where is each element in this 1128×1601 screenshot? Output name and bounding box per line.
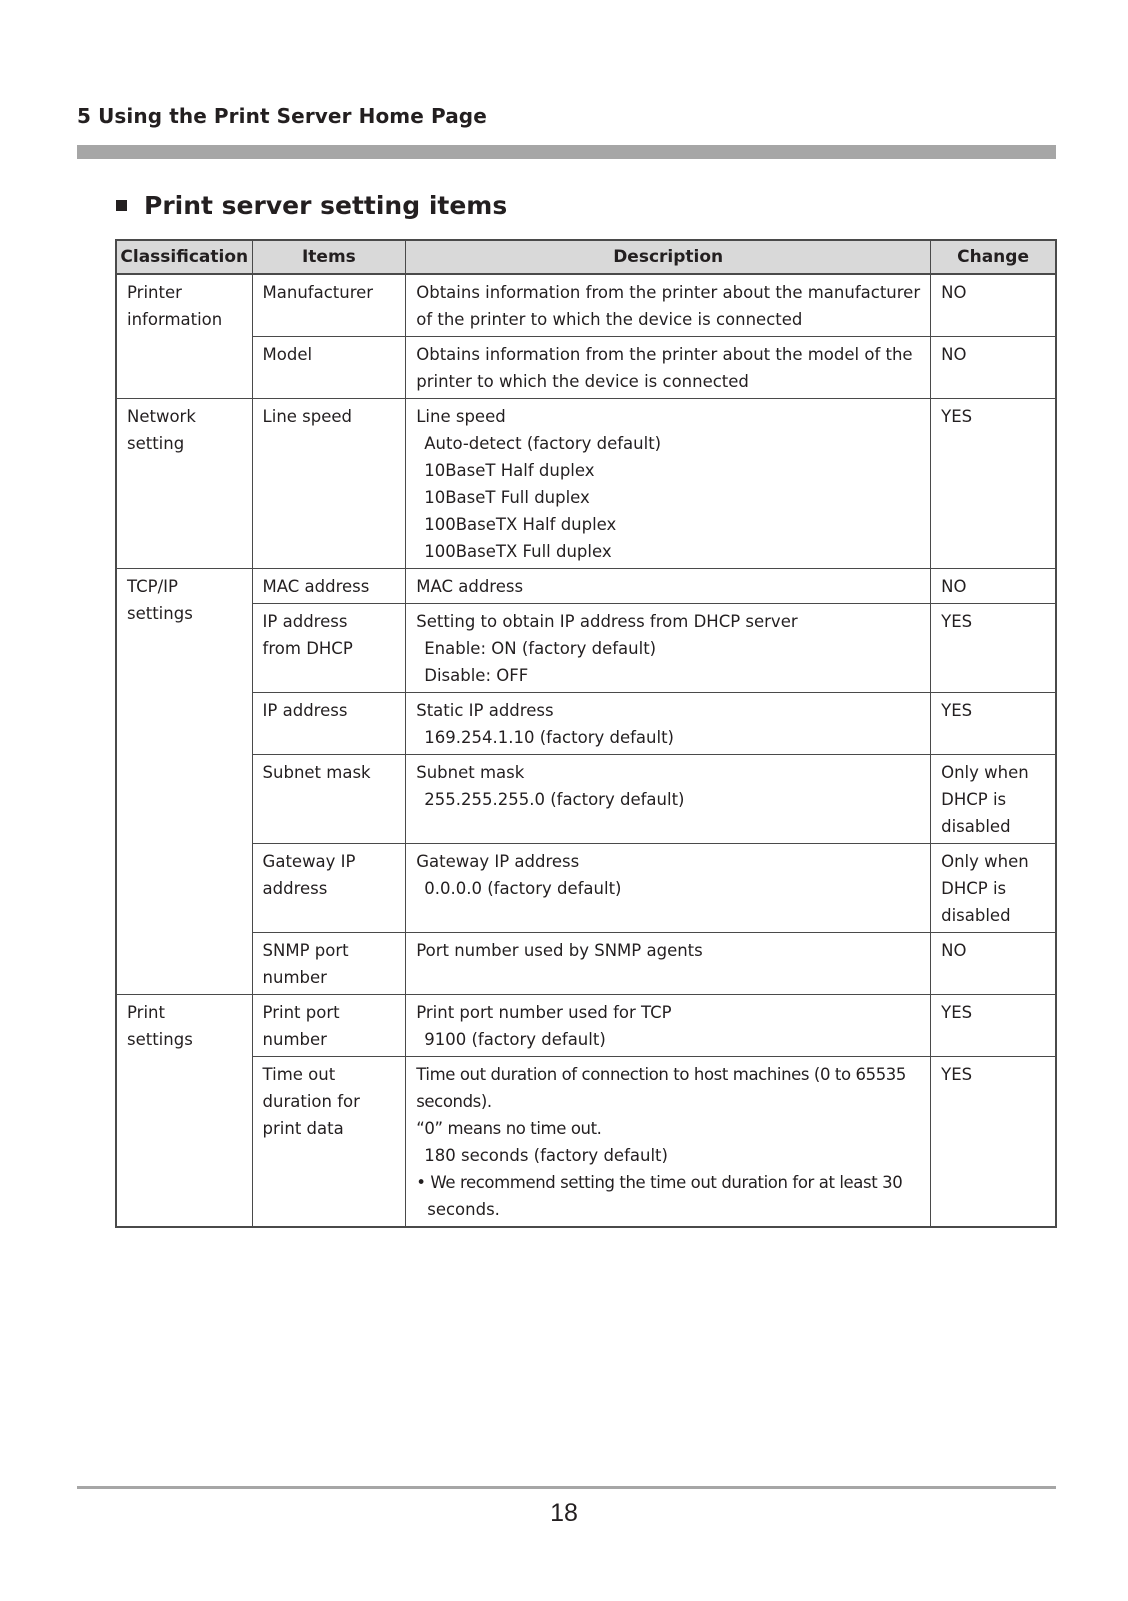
table-row [116,399,1056,569]
item-cell: Time out duration for print data [252,1057,406,1228]
description-cell: Time out duration of connection to host machines (0 to 65535 seconds). “0” means no time out. 180 seconds (factory default) • We recommend setting the time out duration for at least 30 seconds. [406,1057,931,1228]
item-cell: Subnet mask [252,755,406,844]
settings-table [115,239,1057,1228]
classification-cell: TCP/IP settings [116,569,252,995]
change-cell: YES [931,995,1056,1057]
table-header-row [116,240,1056,274]
description-cell: Static IP address 169.254.1.10 (factory default) [406,693,931,755]
item-cell: Line speed [252,399,406,569]
table-row [116,569,1056,604]
table-row [116,604,1056,693]
table-row [116,1057,1056,1228]
item-cell: Model [252,337,406,399]
change-cell: Only when DHCP is disabled [931,844,1056,933]
recommendation-note: • We recommend setting the time out duration for at least 30 [416,1173,903,1192]
column-header-items: Items [252,240,406,274]
description-cell: Obtains information from the printer about the manufacturer of the printer to which the device is connected [406,274,931,337]
column-header-classification: Classification [116,240,252,274]
change-cell: YES [931,693,1056,755]
description-cell: Port number used by SNMP agents [406,933,931,995]
item-cell: Print port number [252,995,406,1057]
chapter-rule [77,145,1056,159]
change-cell: NO [931,274,1056,337]
item-cell: SNMP port number [252,933,406,995]
classification-cell: Printer information [116,274,252,399]
change-cell: NO [931,933,1056,995]
section-heading [116,191,507,220]
description-cell: Line speed Auto-detect (factory default) 10BaseT Half duplex 10BaseT Full duplex 100BaseTX Half duplex 100BaseTX Full duplex [406,399,931,569]
description-cell: Print port number used for TCP 9100 (factory default) [406,995,931,1057]
chapter-title: 5 Using the Print Server Home Page [77,104,487,128]
item-cell: Gateway IP address [252,844,406,933]
change-cell: Only when DHCP is disabled [931,755,1056,844]
table-row [116,933,1056,995]
change-cell: NO [931,569,1056,604]
page-number: 18 [550,1499,578,1527]
table-row [116,274,1056,337]
description-cell: Setting to obtain IP address from DHCP server Enable: ON (factory default) Disable: OFF [406,604,931,693]
change-cell: YES [931,1057,1056,1228]
section-heading-text: Print server setting items [144,191,508,220]
column-header-description: Description [406,240,931,274]
item-cell: Manufacturer [252,274,406,337]
item-cell: MAC address [252,569,406,604]
description-cell: Gateway IP address 0.0.0.0 (factory default) [406,844,931,933]
change-cell: NO [931,337,1056,399]
table-row [116,755,1056,844]
description-cell: Subnet mask 255.255.255.0 (factory default) [406,755,931,844]
table-row [116,844,1056,933]
description-cell: Obtains information from the printer about the model of the printer to which the device is connected [406,337,931,399]
change-cell: YES [931,399,1056,569]
classification-cell: Print settings [116,995,252,1228]
footer-rule [77,1486,1056,1489]
table-row [116,693,1056,755]
table-row [116,995,1056,1057]
classification-cell: Network setting [116,399,252,569]
item-cell: IP address from DHCP [252,604,406,693]
table-row [116,337,1056,399]
square-bullet-icon [116,200,127,211]
description-cell: MAC address [406,569,931,604]
column-header-change: Change [931,240,1056,274]
change-cell: YES [931,604,1056,693]
item-cell: IP address [252,693,406,755]
